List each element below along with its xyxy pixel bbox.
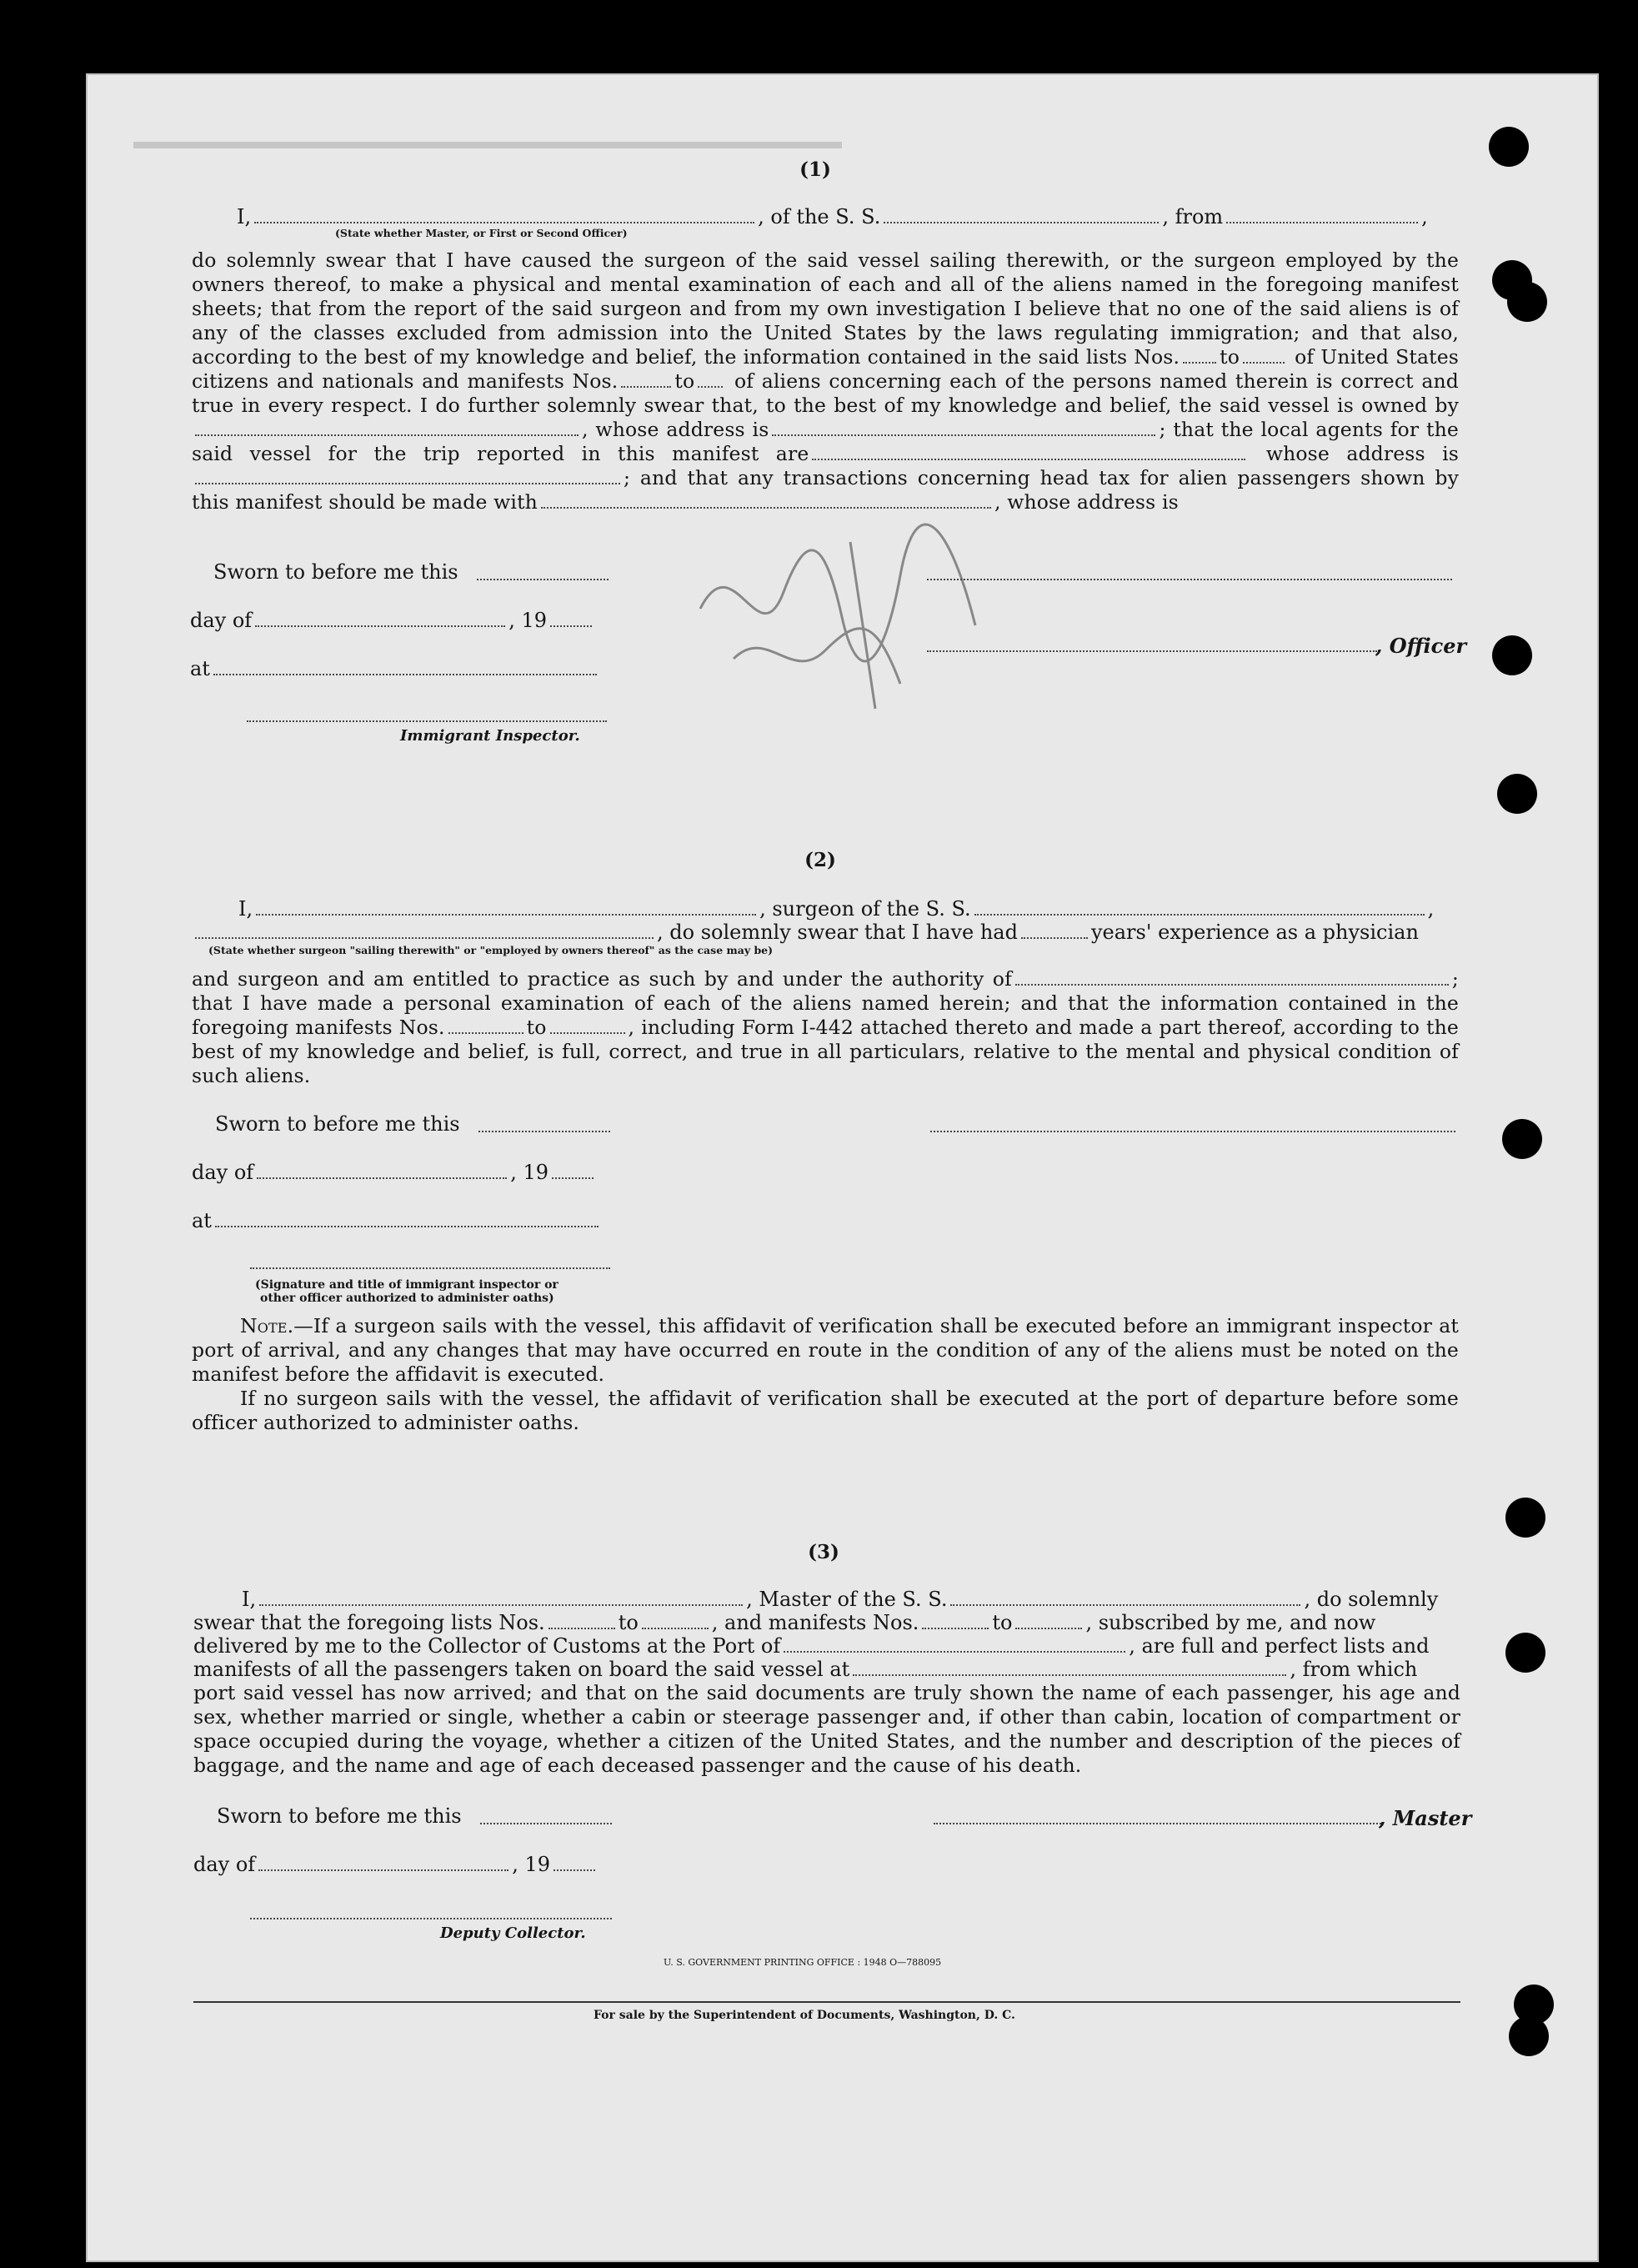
- s2-first-line: I, , surgeon of the S. S. ,: [238, 897, 1435, 921]
- footer-rule: [193, 2001, 1460, 2003]
- s1-inspector-label: Immigrant Inspector.: [400, 727, 580, 745]
- s2-day-of: day of , 19: [192, 1161, 597, 1184]
- punch-hole: [1509, 2016, 1549, 2056]
- gpo-imprint: U. S. GOVERNMENT PRINTING OFFICE : 1948 O—788095: [664, 1957, 942, 1968]
- punch-hole: [1502, 1119, 1542, 1159]
- s1-state-note: (State whether Master, or First or Second Officer): [335, 227, 628, 239]
- s2-body: and surgeon and am entitled to practice as such by and under the authority of ; that I have made a personal examination of each of the aliens named herein; and that the information contained in the foregoing manifests Nos. to , including Form I-442 attached thereto and made a part thereof, according to the best of my knowledge and belief, is full, correct, and true in all particulars, relative to the mental and physical condition of such aliens.: [192, 967, 1459, 1087]
- punch-hole: [1505, 1498, 1545, 1538]
- s2-sig-note-1: (Signature and title of immigrant inspector or: [255, 1278, 559, 1292]
- s2-sig-note-2: other officer authorized to administer oaths): [260, 1292, 554, 1305]
- s3-second-line: swear that the foregoing lists Nos. to , and manifests Nos. to , subscribed by me, and now: [193, 1611, 1376, 1634]
- s3-deputy-label: Deputy Collector.: [440, 1924, 586, 1942]
- bleed-through-header: [133, 142, 842, 182]
- section-2-number: (2): [804, 849, 836, 871]
- s2-state-note: (State whether surgeon "sailing therewith" or "employed by owners thereof" as the case may be): [208, 944, 774, 956]
- s2-sworn-label: Sworn to before me this: [215, 1112, 460, 1136]
- section-1-number: (1): [799, 158, 831, 181]
- s1-at: at: [190, 657, 600, 680]
- s1-body: do solemnly swear that I have caused the surgeon of the said vessel sailing therewith, or the surgeon employed by the owners thereof, to make a physical and mental examination of each and all of the aliens named in the foregoing manifest sheets; that from the report of the said surgeon and from my own investigation I believe that no one of the said aliens is of any of the classes excluded from admission into the United States by the laws regulating immigration; and that also, according to the best of my knowledge and belief, the information contained in the said lists Nos. to of United States citizens and nationals and manifests Nos. to of aliens concerning each of the persons named therein is correct and true in every respect. I do further solemnly swear that, to the best of my knowledge and belief, the said vessel is owned by, whose address is ; that the local agents for the said vessel for the trip reported in this manifest are whose address is; and that any transactions concerning head tax for alien passengers shown by this manifest should be made with , whose address is: [192, 248, 1460, 514]
- punch-hole: [1489, 127, 1529, 167]
- s3-sworn-label: Sworn to before me this: [217, 1804, 462, 1828]
- s1-first-line: I, , of the S. S. , from ,: [237, 205, 1428, 228]
- s3-master-label: , Master: [1379, 1806, 1472, 1830]
- handwritten-mark: [684, 492, 1000, 745]
- s1-sworn-label: Sworn to before me this: [213, 560, 458, 584]
- s2-second-line: , do solemnly swear that I have had years' experience as a physician: [192, 921, 1467, 944]
- s3-first-line: I, , Master of the S. S. , do solemnly: [242, 1588, 1439, 1611]
- section-3-number: (3): [808, 1541, 839, 1563]
- s2-at: at: [192, 1209, 602, 1232]
- punch-hole: [1505, 1633, 1545, 1673]
- s1-officer-label: , Officer: [1375, 634, 1467, 658]
- punch-hole: [1497, 774, 1537, 814]
- s1-day-of: day of , 19: [190, 609, 595, 632]
- note-label: Note.: [240, 1314, 294, 1337]
- s3-body: port said vessel has now arrived; and that on the said documents are truly shown the name of each passenger, his age and sex, whether married or single, whether a cabin or steerage passenger and, if other than cabin, location of compartment or space occupied during the voyage, whether a citizen of the United States, and the number and description of the pieces of baggage, and the name and age of each deceased passenger and the cause of his death.: [193, 1681, 1460, 1777]
- punch-hole: [1492, 635, 1532, 675]
- s3-fourth-line: manifests of all the passengers taken on board the said vessel at , from which: [193, 1658, 1418, 1681]
- s3-third-line: delivered by me to the Collector of Customs at the Port of , are full and perfect lists and: [193, 1634, 1430, 1658]
- s2-note: Note.—If a surgeon sails with the vessel, this affidavit of verification shall be executed before an immigrant inspector at port of arrival, and any changes that may have occurred en route in the condition of any of the aliens must be noted on the manifest before the affidavit is executed. If no surgeon sails with the vessel, the affidavit of verification shall be executed at the port of departure before some officer authorized to administer oaths.: [192, 1314, 1459, 1434]
- s3-day-of: day of , 19: [193, 1853, 599, 1876]
- punch-hole: [1507, 282, 1547, 322]
- sale-note: For sale by the Superintendent of Documents, Washington, D. C.: [594, 2009, 1015, 2022]
